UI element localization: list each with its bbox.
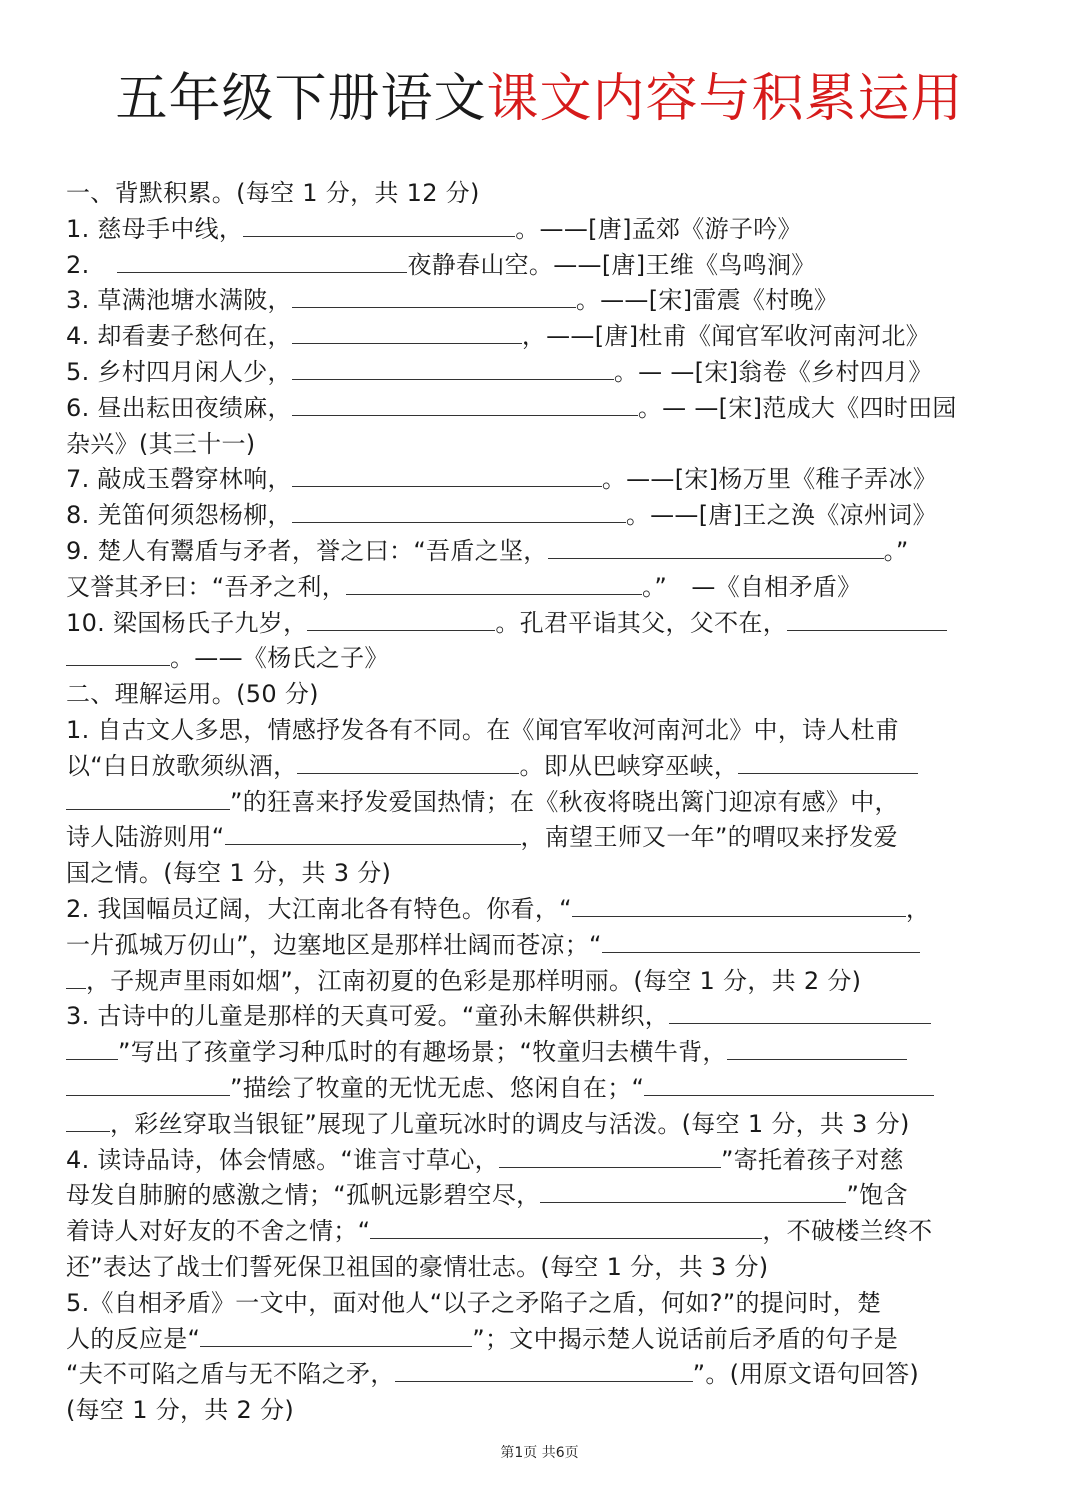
question-2-4-l2: 母发自肺腑的感激之情；“孤帆远影碧空尽， ”饱含: [66, 1181, 908, 1210]
answer-blank[interactable]: [66, 653, 170, 666]
question-2-1-l4: 诗人陆游则用“ ，南望王师又一年”的喟叹来抒发爱: [66, 823, 898, 852]
answer-blank[interactable]: [66, 1047, 118, 1060]
question-1-9: 9. 楚人有鬻盾与矛者，誉之曰：“吾盾之坚， 。”: [66, 536, 909, 565]
question-1-6: 6. 昼出耘田夜绩麻， 。— —[宋]范成大《四时田园: [66, 393, 957, 422]
answer-blank[interactable]: [292, 295, 576, 308]
question-1-3: 3. 草满池塘水满陂， 。——[宋]雷震《村晚》: [66, 286, 839, 315]
question-2-2-l2: 一片孤城万仞山”，边塞地区是那样壮阔而苍凉；“: [66, 928, 1016, 964]
question-2-3-l3: ”描绘了牧童的无忧无虑、悠闲自在；“: [66, 1071, 1016, 1107]
answer-blank[interactable]: [117, 260, 407, 273]
answer-blank[interactable]: [292, 474, 602, 487]
answer-blank[interactable]: [200, 1334, 472, 1347]
question-1-8: 8. 羌笛何须怨杨柳， 。——[唐]王之涣《凉州词》: [66, 501, 937, 530]
question-2-5-l2: 人的反应是“ ”；文中揭示楚人说话前后矛盾的句子是: [66, 1324, 899, 1353]
question-2-4: 4. 读诗品诗，体会情感。“谁言寸草心， ”寄托着孩子对慈: [66, 1145, 904, 1174]
answer-blank[interactable]: [548, 546, 884, 559]
answer-blank[interactable]: [644, 1083, 934, 1096]
answer-blank[interactable]: [297, 761, 519, 774]
answer-blank[interactable]: [225, 832, 521, 845]
question-2-1-l3: ”的狂喜来抒发爱国热情；在《秋夜将晓出篱门迎凉有感》中，: [66, 785, 1016, 821]
question-1-10-cont: 。——《杨氏之子》: [66, 641, 1016, 677]
question-2-5-l4: (每空 1 分，共 2 分): [66, 1396, 294, 1425]
question-2-5: 5.《自相矛盾》一文中，面对他人“以子之矛陷子之盾，何如?”的提问时，楚: [66, 1288, 882, 1317]
question-2-1-l2: 以“白日放歌须纵酒， 。即从巴峡穿巫峡，: [66, 749, 1016, 785]
worksheet-body: [66, 176, 1016, 1429]
answer-blank[interactable]: [66, 976, 86, 989]
section1-heading: 一、背默积累。(每空 1 分，共 12 分): [66, 179, 480, 207]
answer-blank[interactable]: [292, 331, 522, 344]
answer-blank[interactable]: [540, 1190, 846, 1203]
question-1-1: 1. 慈母手中线， 。——[唐]孟郊《游子吟》: [66, 214, 802, 243]
answer-blank[interactable]: [602, 940, 920, 953]
page-title: [0, 56, 1079, 131]
question-1-5: 5. 乡村四月闲人少， 。— —[宋]翁卷《乡村四月》: [66, 357, 933, 386]
question-2-4-l4: 还”表达了战士们誓死保卫祖国的豪情壮志。(每空 1 分，共 3 分): [66, 1252, 769, 1281]
title-red: 课文内容与积累运用: [486, 69, 964, 129]
question-2-5-l3: “夫不可陷之盾与无不陷之矛， ”。(用原文语句回答): [66, 1360, 920, 1389]
answer-blank[interactable]: [669, 1011, 931, 1024]
answer-blank[interactable]: [499, 1155, 721, 1168]
question-2-2-l3: ，子规声里雨如烟”，江南初夏的色彩是那样明丽。(每空 1 分，共 2 分): [66, 964, 1016, 1000]
question-2-4-l3: 着诗人对好友的不舍之情；“ ，不破楼兰终不: [66, 1217, 933, 1246]
question-2-1: 1. 自古文人多思，情感抒发各有不同。在《闻官军收河南河北》中，诗人杜甫: [66, 715, 900, 744]
answer-blank[interactable]: [395, 1369, 693, 1382]
answer-blank[interactable]: [243, 224, 515, 237]
answer-blank[interactable]: [787, 618, 947, 631]
answer-blank[interactable]: [307, 618, 495, 631]
question-2-2: 2. 我国幅员辽阔，大江南北各有特色。你看，“ ，: [66, 894, 931, 923]
question-1-7: 7. 敲成玉磬穿林响， 。——[宋]杨万里《稚子弄冰》: [66, 465, 938, 494]
answer-blank[interactable]: [66, 1119, 110, 1132]
answer-blank[interactable]: [738, 761, 918, 774]
question-1-4: 4. 却看妻子愁何在， ，——[唐]杜甫《闻官军收河南河北》: [66, 322, 930, 351]
question-2-3-l2: ”写出了孩童学习种瓜时的有趣场景；“牧童归去横牛背，: [66, 1035, 1016, 1071]
answer-blank[interactable]: [572, 904, 906, 917]
question-2-1-l5: 国之情。(每空 1 分，共 3 分): [66, 859, 392, 888]
answer-blank[interactable]: [66, 797, 230, 810]
title-black: 五年级下册语文: [115, 69, 487, 129]
page-number: 第1页 共6页: [500, 1445, 579, 1461]
answer-blank[interactable]: [727, 1047, 907, 1060]
answer-blank[interactable]: [66, 1083, 230, 1096]
section2-heading: 二、理解运用。(50 分): [66, 680, 319, 709]
question-1-9-cont: 又誉其矛曰：“吾矛之利， 。” —《自相矛盾》: [66, 572, 862, 601]
question-1-6-cont: 杂兴》(其三十一): [66, 429, 256, 458]
answer-blank[interactable]: [292, 403, 638, 416]
answer-blank[interactable]: [292, 367, 614, 380]
question-2-3-l4: ，彩丝穿取当银钲”展现了儿童玩冰时的调皮与活泼。(每空 1 分，共 3 分): [66, 1107, 1016, 1143]
answer-blank[interactable]: [292, 510, 626, 523]
question-2-3: 3. 古诗中的儿童是那样的天真可爱。“童孙未解供耕织，: [66, 999, 1016, 1035]
question-1-2: 2. 夜静春山空。——[唐]王维《鸟鸣涧》: [66, 250, 816, 279]
answer-blank[interactable]: [346, 582, 642, 595]
answer-blank[interactable]: [370, 1226, 762, 1239]
question-1-10: 10. 梁国杨氏子九岁， 。孔君平诣其父，父不在，: [66, 606, 1016, 642]
